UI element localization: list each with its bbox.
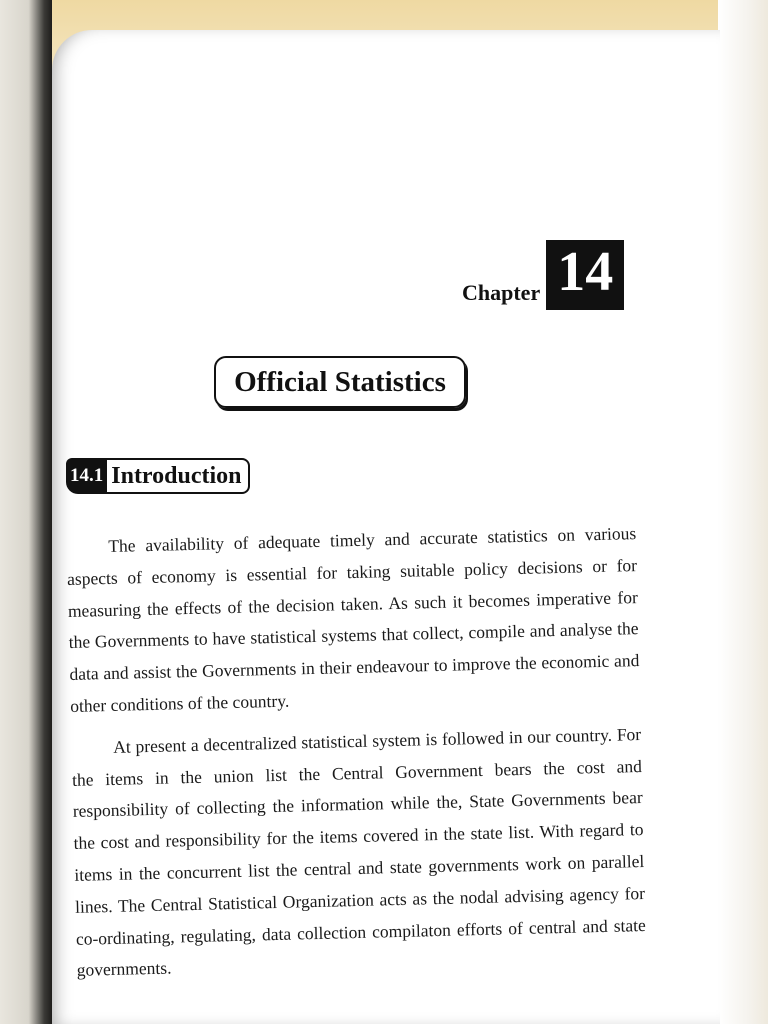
chapter-title: Official Statistics: [234, 365, 446, 398]
paragraph-2: At present a decentralized statistical system is followed in our country. For the items in the union list the Central Government bears the cost and responsibility of collecting the information while the, State Governments bear the cost and responsibility for the items covered in the state list. With regard to items in the concurrent list the central and state governments work on parallel lines. The Central Statistical Organization acts as the nodal advising agency for co-ordinating, regulating, data collection compilaton efforts of central and state governments.: [71, 723, 647, 981]
section-heading: [66, 458, 250, 494]
book-spine-shadow: [0, 0, 52, 1024]
chapter-title-box: [214, 356, 466, 408]
section-number: 14.1: [66, 458, 107, 494]
paragraph-1: The availability of adequate timely and accurate statistics on various aspects of economy is essential for taking suitable policy decisions or for measuring the effects of the decision taken. As such it becomes imperative for the Governments to have statistical systems that collect, compile and analyse the data and assist the Governments in their endeavour to improve the economic and other conditions of the country.: [66, 523, 640, 716]
right-edge: [718, 0, 768, 1024]
section-title: Introduction: [107, 458, 249, 494]
chapter-heading: [462, 240, 624, 310]
body-text: [66, 518, 647, 997]
chapter-label: Chapter: [462, 280, 541, 305]
chapter-number: 14: [546, 240, 624, 310]
